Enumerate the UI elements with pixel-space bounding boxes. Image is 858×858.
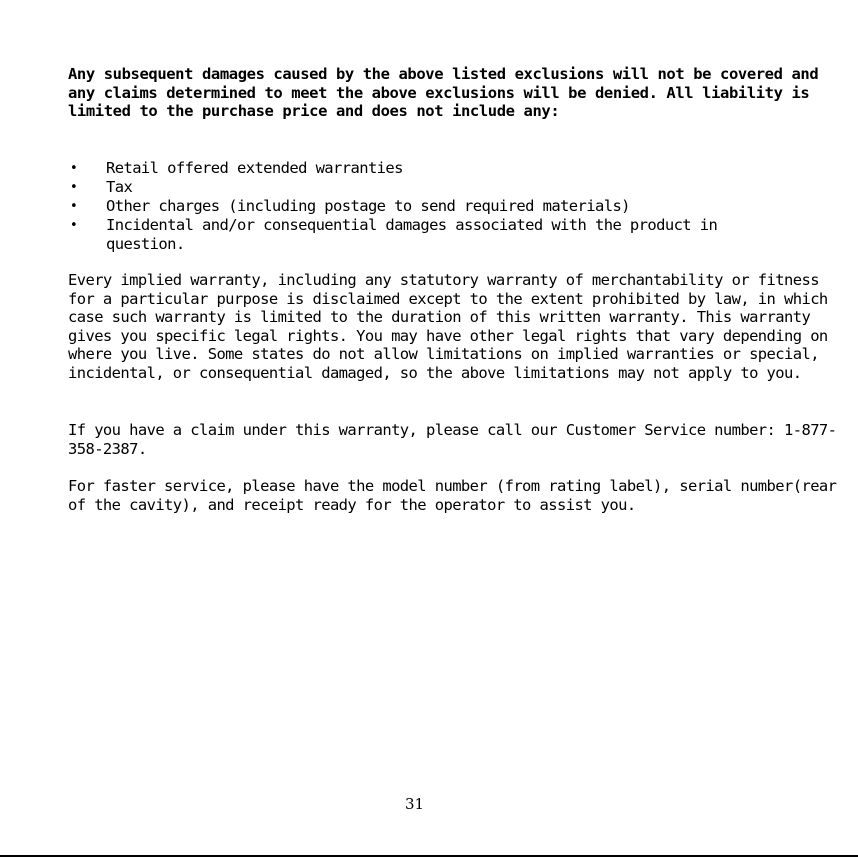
- page-number: 31: [404, 795, 425, 813]
- list-item: [68, 159, 798, 178]
- list-item: [68, 197, 798, 216]
- list-item-text: Tax: [106, 178, 133, 196]
- bullet-icon: •: [70, 161, 78, 176]
- implied-warranty-paragraph: Every implied warranty, including any statutory warranty of merchantability or fitness for a particular purpose is disclaimed except to the extent prohibited by law, in which case such warranty is limited to the duration of this written warranty. This warranty gives you specific legal rights. You may have other legal rights that vary depending on where you live. Some states do not allow limitations on implied warranties or special, incidental, or consequential damaged, so the above limitations may not apply to you.: [68, 271, 828, 382]
- bullet-icon: •: [70, 218, 78, 233]
- list-item-text: Incidental and/or consequential damages associated with the product in question.: [106, 216, 718, 253]
- exclusions-list: [68, 159, 798, 254]
- liability-intro-paragraph: Any subsequent damages caused by the above listed exclusions will not be covered and any claims determined to meet the above exclusions will be denied. All liability is limited to the purchase price and does not include any:: [68, 65, 819, 120]
- bullet-icon: •: [70, 199, 78, 214]
- bottom-divider: [0, 855, 858, 857]
- faster-service-paragraph: For faster service, please have the model number (from rating label), serial number(rear of the cavity), and receipt ready for the operator to assist you.: [68, 477, 837, 514]
- list-item-text: Retail offered extended warranties: [106, 159, 403, 177]
- list-item-text: Other charges (including postage to send required materials): [106, 197, 630, 215]
- list-item: [68, 216, 798, 254]
- bullet-icon: •: [70, 180, 78, 195]
- customer-service-paragraph: If you have a claim under this warranty, please call our Customer Service number: 1-877-358-2387.: [68, 421, 837, 458]
- list-item: [68, 178, 798, 197]
